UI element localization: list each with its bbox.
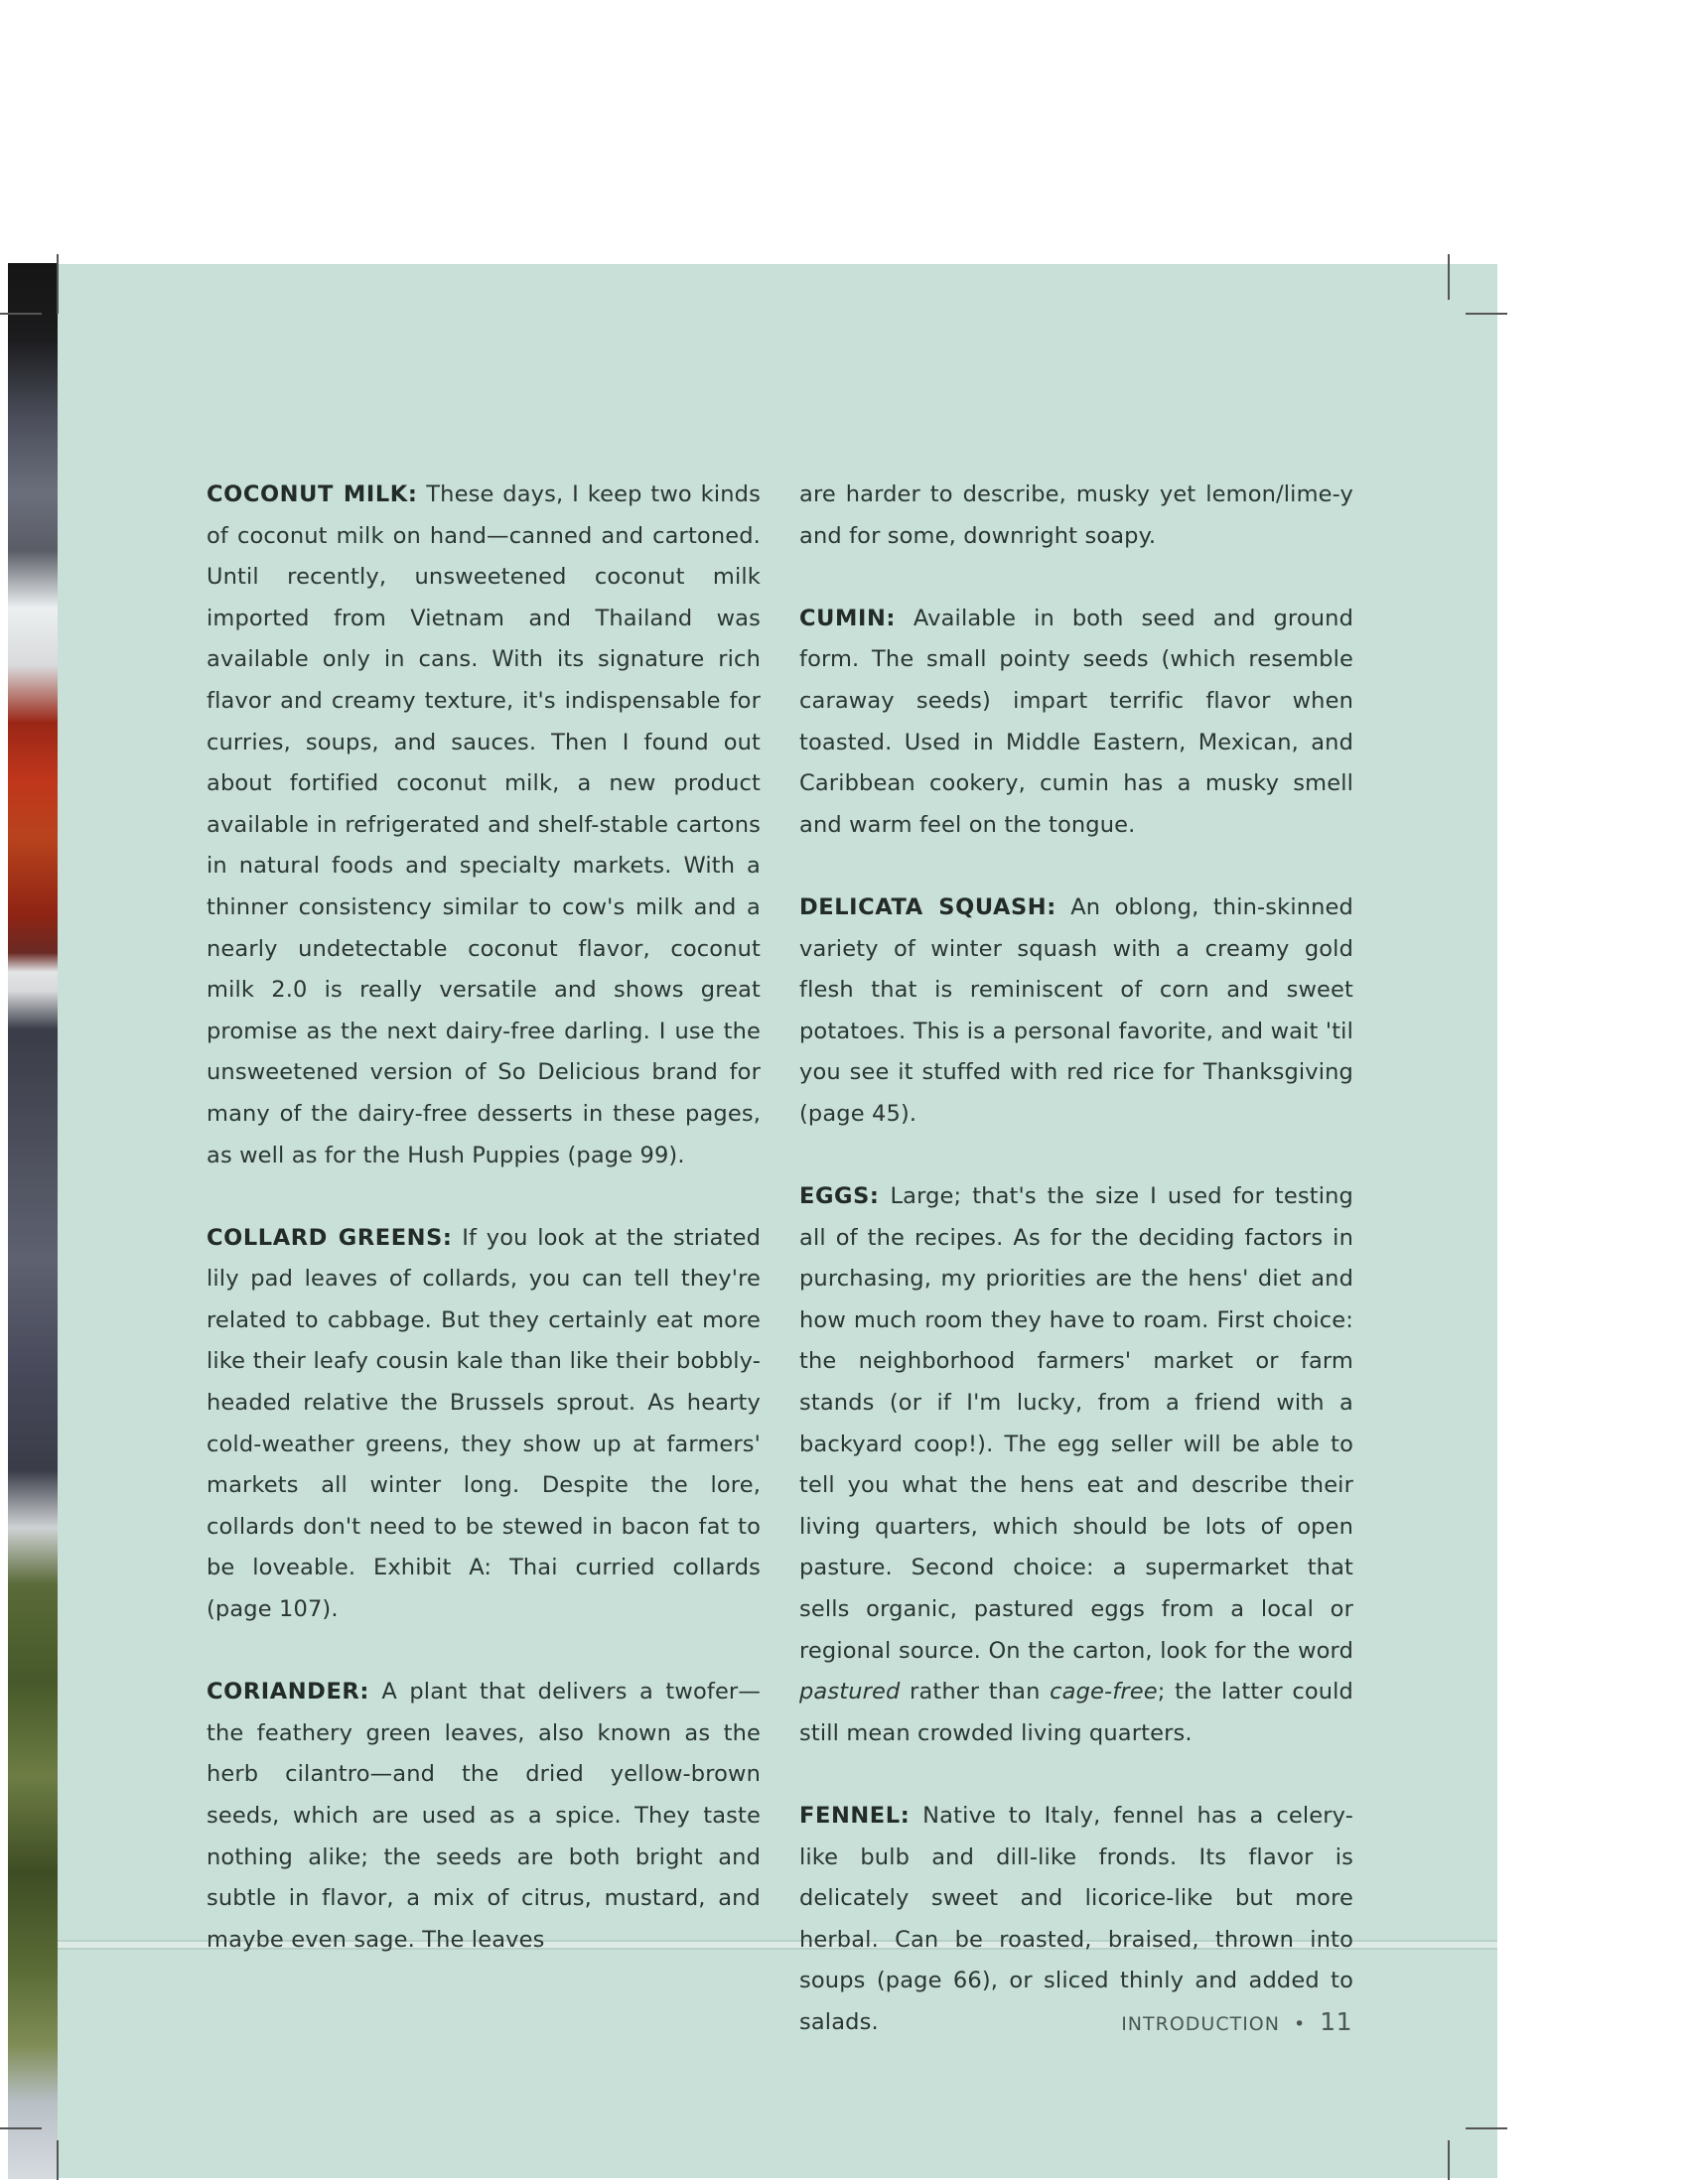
glossary-entry-eggs — [799, 1176, 1353, 1754]
text-column-right — [799, 475, 1353, 2085]
glossary-entry-coriander-continued: are harder to describe, musky yet lemon/lime-y and for some, downright soapy. — [799, 481, 1353, 549]
crop-mark — [57, 254, 59, 314]
glossary-term: COLLARD GREENS: — [207, 1224, 453, 1251]
page-number: 11 — [1320, 2007, 1352, 2036]
crop-mark — [1466, 313, 1507, 315]
glossary-definition: Available in both seed and ground form. The small pointy seeds (which resemble caraway seeds) impart terrific flavor when toasted. Used in Middle Eastern, Mexican, and Caribbean cookery, cumin has a musky smell and warm feel on the tongue. — [799, 605, 1353, 838]
crop-mark — [1466, 2127, 1507, 2129]
crop-mark — [1448, 254, 1450, 300]
glossary-entry-delicata-squash — [799, 887, 1353, 1136]
glossary-definition: If you look at the striated lily pad leaves of collards, you can tell they're related to cabbage. But they certainly eat more like their leafy cousin kale than like their bobbly-headed relative the Brussels sprout. As hearty cold-weather greens, they show up at farmers' markets all winter long. Despite the lore, collards don't need to be stewed in bacon fat to be loveable. Exhibit A: Thai curried collards (page 107). — [207, 1224, 762, 1623]
glossary-definition: Large; that's the size I used for testing all of the recipes. As for the deciding factors in purchasing, my priorities are the hens' diet and how much room they have to roam. First choice: the neighborhood farmers' market or farm stands (or if I'm lucky, from a friend with a backyard coop!). The egg seller will be able to tell you what the hens eat and describe their living quarters, which should be lots of open pasture. Second choice: a supermarket that sells organic, pastured eggs from a local or regional source. On the carton, look for the word — [799, 1183, 1353, 1664]
section-name: INTRODUCTION — [1121, 2013, 1280, 2035]
glossary-definition: A plant that delivers a twofer—the feathery green leaves, also known as the herb cilantro—and the dried yellow-brown seeds, which are used as a spice. They taste nothing alike; the seeds are both bright and subtle in flavor, a mix of citrus, mustard, and maybe even sage. The leaves — [207, 1679, 761, 1953]
glossary-definition: These days, I keep two kinds of coconut milk on hand—canned and cartoned. Until recently, unsweetened coconut milk imported from Vietnam and Thailand was available only in cans. With its signature rich flavor and creamy texture, it's indispensable for curries, soups, and sauces. Then I found out about fortified coconut milk, a new product available in refrigerated and shelf-stable cartons in natural foods and specialty markets. With a thinner consistency similar to cow's milk and a nearly undetectable coconut flavor, coconut milk 2.0 is really versatile and shows great promise as the next dairy-free darling. I use the unsweetened version of So Delicious brand for many of the dairy-free desserts in these pages, as well as for the Hush Puppies (page 99). — [207, 481, 761, 1168]
crop-mark — [57, 2140, 59, 2180]
glossary-term: COCONUT MILK: — [207, 481, 418, 507]
crop-mark — [0, 2127, 42, 2129]
page-footer — [1121, 2007, 1352, 2036]
glossary-definition: rather than — [900, 1679, 1051, 1706]
glossary-entry-coconut-milk — [207, 475, 761, 1176]
separator-bullet: • — [1293, 2013, 1307, 2035]
glossary-entry-coriander — [207, 1672, 761, 1961]
glossary-term: EGGS: — [799, 1183, 880, 1210]
glossary-term: DELICATA SQUASH: — [799, 893, 1056, 920]
emphasis-text: pastured — [799, 1679, 901, 1706]
text-column-left — [207, 475, 761, 2002]
glossary-definition: ; the latter could still mean crowded living quarters. — [799, 1679, 1353, 1746]
glossary-term: CORIANDER: — [207, 1679, 369, 1706]
glossary-term: CUMIN: — [799, 605, 896, 631]
glossary-entry-cumin — [799, 599, 1353, 847]
emphasis-text: cage-free — [1050, 1679, 1158, 1706]
glossary-definition: Native to Italy, fennel has a celery-like bulb and dill-like fronds. Its flavor is delicately sweet and licorice-like but more herbal. Can be roasted, braised, thrown into soups (page 66), or sliced thinly and added to salads. — [799, 1803, 1353, 2035]
glossary-entry-collard-greens — [207, 1218, 761, 1631]
crop-mark — [1448, 2140, 1450, 2180]
crop-mark — [0, 313, 42, 315]
glossary-definition: An oblong, thin-skinned variety of winter squash with a creamy gold flesh that is reminiscent of corn and sweet potatoes. This is a personal favorite, and wait 'til you see it stuffed with red rice for Thanksgiving (page 45). — [799, 893, 1353, 1127]
food-photo-edge — [8, 263, 58, 2179]
glossary-term: FENNEL: — [799, 1803, 911, 1829]
